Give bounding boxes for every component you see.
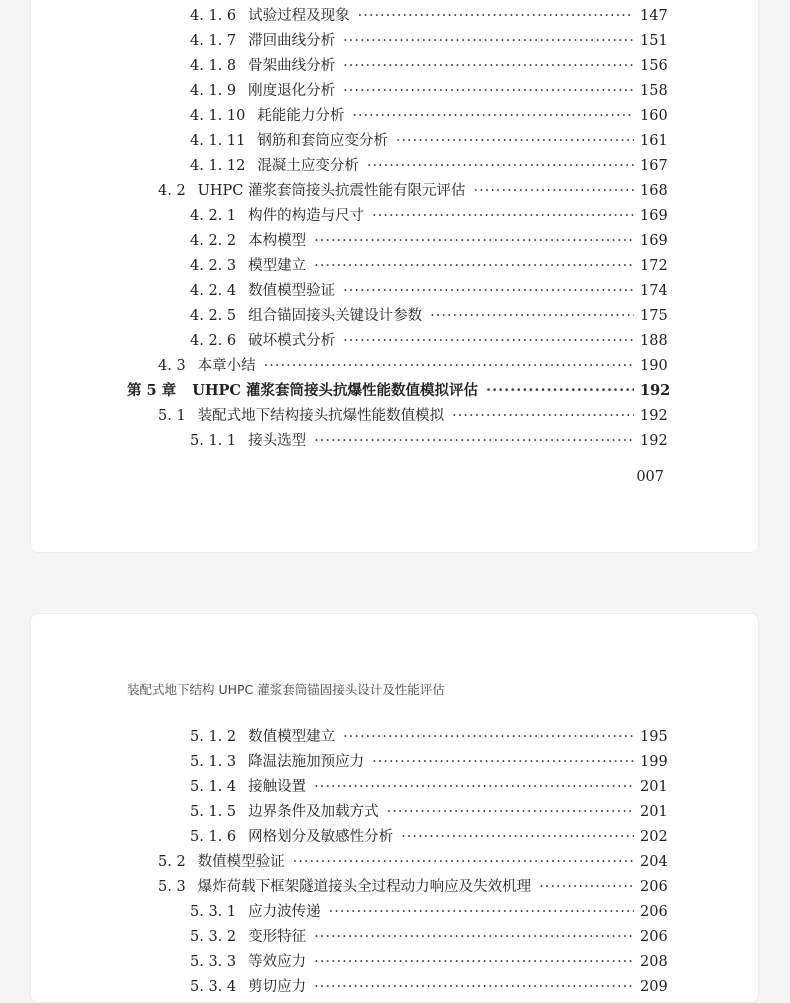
toc-entry: 4. 2. 2 本构模型 ····· 169 bbox=[190, 230, 664, 252]
toc-entry: 4. 1. 12 混凝土应变分析 ····· 167 bbox=[190, 155, 664, 177]
running-head: 装配式地下结构 UHPC 灌浆套筒锚固接头设计及性能评估 bbox=[127, 682, 445, 697]
toc-entry: 4. 3 本章小结 ····· 190 bbox=[158, 355, 664, 377]
toc-entry: 4. 1. 10 耗能能力分析 ····· 160 bbox=[190, 105, 664, 127]
toc-page-top bbox=[30, 0, 759, 553]
toc-entry bbox=[190, 0, 664, 2]
toc-entry: 5. 3. 1 应力波传递 ····· 206 bbox=[190, 901, 664, 923]
toc-entry: 5. 1. 5 边界条件及加载方式 ····· 201 bbox=[190, 801, 664, 823]
toc-entry: 4. 1. 6 试验过程及现象 ····· 147 bbox=[190, 5, 664, 27]
page-number: 007 bbox=[636, 469, 664, 485]
toc-entry: 4. 2 UHPC 灌浆套筒接头抗震性能有限元评估 ····· 168 bbox=[158, 180, 664, 202]
toc-entry: 4. 2. 1 构件的构造与尺寸 ····· 169 bbox=[190, 205, 664, 227]
toc-entry: 5. 2 数值模型验证 ····· 204 bbox=[158, 851, 664, 873]
toc-entry: 5. 1. 2 数值模型建立 ····· 195 bbox=[190, 726, 664, 748]
toc-entry: 5. 3. 2 变形特征 ····· 206 bbox=[190, 926, 664, 948]
toc-entry: 5. 1. 1 接头选型 ····· 192 bbox=[190, 430, 664, 452]
toc-entry: 4. 1. 8 骨架曲线分析 ····· 156 bbox=[190, 55, 664, 77]
toc-entry: 4. 2. 6 破坏模式分析 ····· 188 bbox=[190, 330, 664, 352]
toc-entry: 4. 2. 5 组合锚固接头关键设计参数 ····· 175 bbox=[190, 305, 664, 327]
toc-entry: 4. 1. 9 刚度退化分析 ····· 158 bbox=[190, 80, 664, 102]
toc-entry: 5. 1 装配式地下结构接头抗爆性能数值模拟 ····· 192 bbox=[158, 405, 664, 427]
toc-entry: 5. 3 爆炸荷载下框架隧道接头全过程动力响应及失效机理 ····· 206 bbox=[158, 876, 664, 898]
toc-entry: 5. 1. 3 降温法施加预应力 ····· 199 bbox=[190, 751, 664, 773]
toc-entry: 5. 3. 3 等效应力 ····· 208 bbox=[190, 951, 664, 973]
toc-entry: 4. 2. 3 模型建立 ····· 172 bbox=[190, 255, 664, 277]
toc-entry: 5. 1. 4 接触设置 ····· 201 bbox=[190, 776, 664, 798]
toc-entry: 4. 1. 7 滞回曲线分析 ····· 151 bbox=[190, 30, 664, 52]
toc-chapter-entry: 第 5 章 UHPC 灌浆套筒接头抗爆性能数值模拟评估 ····· 192 bbox=[127, 380, 664, 402]
toc-entry: 4. 1. 11 钢筋和套筒应变分析 ····· 161 bbox=[190, 130, 664, 152]
toc-page-bottom bbox=[30, 613, 759, 1003]
toc-entry: 5. 1. 6 网格划分及敏感性分析 ····· 202 bbox=[190, 826, 664, 848]
toc-entry: 5. 3. 4 剪切应力 ····· 209 bbox=[190, 976, 664, 998]
toc-entry: 4. 2. 4 数值模型验证 ····· 174 bbox=[190, 280, 664, 302]
